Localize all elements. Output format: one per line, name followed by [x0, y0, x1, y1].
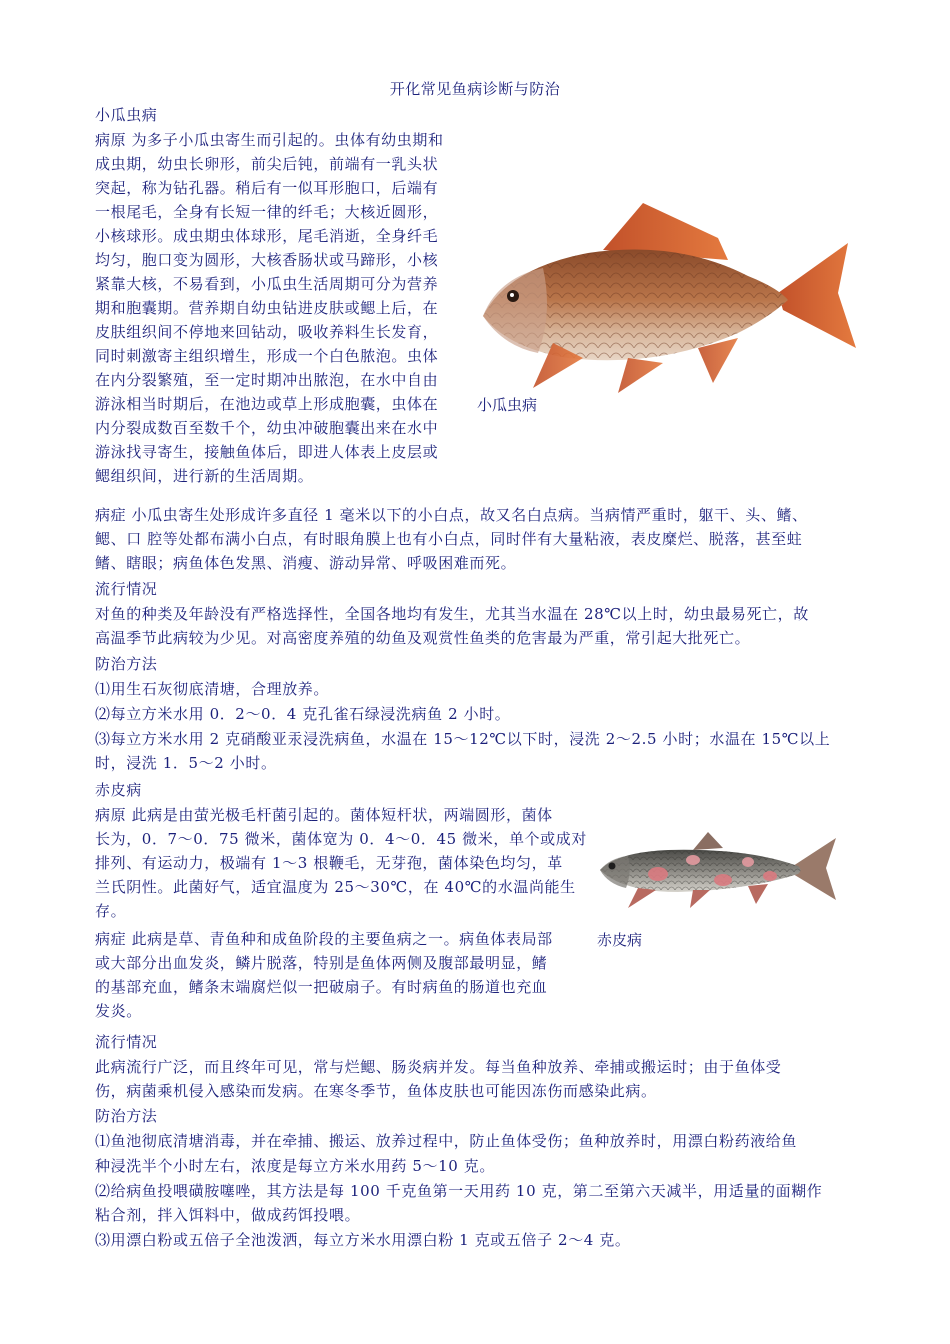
- section2-control-line: ⑴鱼池彻底清塘消毒，并在牵捕、搬运、放养过程中，防止鱼体受伤；鱼种放养时，用漂白粉药液给鱼: [95, 1132, 798, 1150]
- section1-pathogen-line: 突起，称为钻孔器。稍后有一似耳形胞口，后端有: [95, 179, 439, 197]
- section1-epidemic-line: 高温季节此病较为少见。对高密度养殖的幼鱼及观赏性鱼类的危害最为严重，常引起大批死亡。: [95, 629, 751, 647]
- section1-pathogen-line: 内分裂成数百至数千个，幼虫冲破胞囊出来在水中: [95, 419, 439, 437]
- section2-pathogen-line: 兰氏阴性。此菌好气，适宜温度为 25～30℃，在 40℃的水温尚能生: [95, 878, 576, 896]
- section2-epidemic-line: 此病流行广泛，而且终年可见，常与烂鳃、肠炎病并发。每当鱼种放养、牵捕或搬运时；由于鱼体受: [95, 1058, 782, 1076]
- section2-control-line: ⑵给病鱼投喂磺胺噻唑，其方法是每 100 千克鱼第一天用药 10 克，第二至第六天减半，用适量的面糊作: [95, 1182, 823, 1200]
- section2-heading: 赤皮病: [95, 781, 142, 799]
- section2-control-line: ⑶用漂白粉或五倍子全池泼洒，每立方米水用漂白粉 1 克或五倍子 2～4 克。: [95, 1231, 631, 1249]
- section1-pathogen-line: 同时刺激寄主组织增生，形成一个白色脓泡。虫体: [95, 347, 439, 365]
- section1-pathogen-line: 皮肤组织间不停地来回钻动，吸收养料生长发育，: [95, 323, 439, 341]
- section1-pathogen-line: 成虫期，幼虫长卵形，前尖后钝，前端有一乳头状: [95, 155, 439, 173]
- section1-control-line: ⑴用生石灰彻底清塘，合理放养。: [95, 680, 330, 698]
- diseased-fish-illustration-icon: [598, 830, 840, 910]
- section1-symptom-line: 病症 小瓜虫寄生处形成许多直径 1 毫米以下的小白点，故又名白点病。当病情严重时，躯干、头、鳍、: [95, 506, 808, 524]
- section1-pathogen-line: 在内分裂繁殖，至一定时期冲出脓泡，在水中自由: [95, 371, 439, 389]
- section1-control-line: ⑵每立方米水用 0．2～0．4 克孔雀石绿浸洗病鱼 2 小时。: [95, 705, 511, 723]
- page-title: 开化常见鱼病诊断与防治: [389, 80, 561, 98]
- figure2-caption: 赤皮病: [597, 931, 643, 949]
- section1-pathogen-line: 一根尾毛，全身有长短一律的纤毛；大核近圆形，: [95, 203, 439, 221]
- section2-pathogen-line: 长为，0．7～0．75 微米，菌体宽为 0．4～0．45 微米，单个或成对: [95, 830, 587, 848]
- section1-pathogen-line: 游泳找寻寄生，接触鱼体后，即进人体表上皮层或: [95, 443, 439, 461]
- section2-symptom-line: 的基部充血，鳍条末端腐烂似一把破扇子。有时病鱼的肠道也充血: [95, 978, 548, 996]
- section1-symptom-line: 鳍、瞎眼；病鱼体色发黑、消瘦、游动异常、呼吸困难而死。: [95, 554, 517, 572]
- section2-symptom-line: 发炎。: [95, 1002, 142, 1020]
- section2-symptom-line: 病症 此病是草、青鱼种和成鱼阶段的主要鱼病之一。病鱼体表局部: [95, 930, 553, 948]
- section1-control-heading: 防治方法: [95, 655, 158, 673]
- section1-pathogen-line: 紧靠大核，不易看到，小瓜虫生活周期可分为营养: [95, 275, 439, 293]
- section1-control-line: 时，浸洗 1．5～2 小时。: [95, 754, 277, 772]
- section1-symptom-line: 鳃、口 腔等处都布满小白点，有时眼角膜上也有小白点，同时伴有大量粘液，表皮糜烂、脱落，甚至蛀: [95, 530, 803, 548]
- figure1-caption: 小瓜虫病: [477, 396, 538, 414]
- section1-pathogen-line: 游泳相当时期后，在池边或草上形成胞囊，虫体在: [95, 395, 439, 413]
- section1-heading: 小瓜虫病: [95, 106, 158, 124]
- section2-epidemic-heading: 流行情况: [95, 1033, 158, 1051]
- section2-control-line: 粘合剂，拌入饵料中，做成药饵投喂。: [95, 1206, 361, 1224]
- section2-pathogen-line: 病原 此病是由萤光极毛杆菌引起的。菌体短杆状，两端圆形，菌体: [95, 806, 553, 824]
- section1-pathogen-line: 均匀，胞口变为圆形，大核香肠状或马蹄形，小核: [95, 251, 439, 269]
- section1-pathogen-line: 鳃组织间，进行新的生活周期。: [95, 467, 314, 485]
- section1-epidemic-line: 对鱼的种类及年龄没有严格选择性，全国各地均有发生，尤其当水温在 28℃以上时，幼虫最易死亡，故: [95, 605, 809, 623]
- section1-control-line: ⑶每立方米水用 2 克硝酸亚汞浸洗病鱼，水温在 15～12℃以下时，浸洗 2～2.5 小时；水温在 15℃以上: [95, 730, 831, 748]
- section2-epidemic-line: 伤，病菌乘机侵入感染而发病。在寒冬季节，鱼体皮肤也可能因冻伤而感染此病。: [95, 1082, 657, 1100]
- carp-illustration-icon: [478, 198, 860, 398]
- section2-control-heading: 防治方法: [95, 1107, 158, 1125]
- section1-pathogen-line: 期和胞囊期。营养期自幼虫钻进皮肤或鳃上后，在: [95, 299, 439, 317]
- section2-pathogen-line: 排列、有运动力，极端有 1～3 根鞭毛，无芽孢，菌体染色均匀，革: [95, 854, 563, 872]
- section1-pathogen-line: 小核球形。成虫期虫体球形，尾毛消逝，全身纤毛: [95, 227, 439, 245]
- section1-pathogen-line: 病原 为多子小瓜虫寄生而引起的。虫体有幼虫期和: [95, 131, 444, 149]
- section2-control-line: 种浸洗半个小时左右，浓度是每立方米水用药 5～10 克。: [95, 1157, 495, 1175]
- section2-symptom-line: 或大部分出血发炎，鳞片脱落，特别是鱼体两侧及腹部最明显，鳍: [95, 954, 548, 972]
- section1-epidemic-heading: 流行情况: [95, 580, 158, 598]
- section2-pathogen-line: 存。: [95, 902, 127, 920]
